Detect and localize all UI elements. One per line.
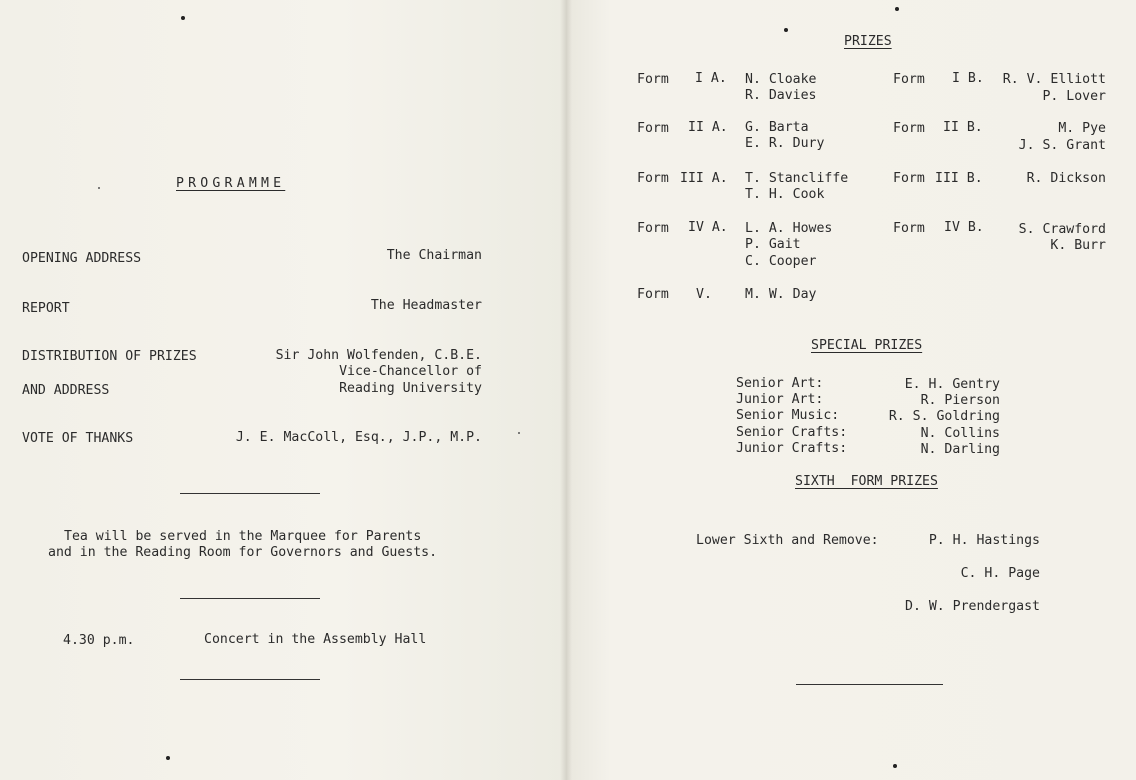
special-prizes-heading: SPECIAL PRIZES: [811, 338, 923, 353]
prize-winner: L. A. Howes: [745, 221, 833, 236]
programme-item-speaker: The Chairman: [386, 248, 482, 263]
speck: [181, 16, 185, 20]
special-prize-category: Senior Art:: [736, 376, 824, 391]
tea-notice-line-1: Tea will be served in the Marquee for Parents: [64, 529, 422, 544]
programme-item-speaker: J. E. MacColl, Esq., J.P., M.P.: [235, 430, 482, 445]
special-prize-winner: N. Collins: [920, 426, 1000, 441]
special-prize-category: Junior Art:: [736, 392, 824, 407]
speck: [784, 28, 788, 32]
prizes-page: [566, 0, 1136, 780]
divider: [796, 684, 943, 685]
form-class: I A.: [695, 71, 727, 86]
divider: [180, 679, 320, 680]
form-class: III B.: [935, 171, 983, 186]
speck: [895, 7, 899, 11]
form-label: Form: [637, 72, 669, 87]
special-prize-winner: R. Pierson: [920, 393, 1000, 408]
speck: [518, 432, 520, 434]
prize-winner: C. Cooper: [745, 254, 817, 269]
form-label: Form: [637, 221, 669, 236]
programme-item-label: REPORT: [22, 301, 70, 316]
special-prize-category: Senior Music:: [736, 408, 840, 423]
divider: [180, 598, 320, 599]
prize-winner: P. Gait: [745, 237, 801, 252]
programme-item-label: DISTRIBUTION OF PRIZES: [22, 349, 197, 364]
sixth-form-prizes-heading: SIXTH FORM PRIZES: [795, 474, 938, 489]
form-class: III A.: [680, 171, 728, 186]
programme-item-label: AND ADDRESS: [22, 383, 110, 398]
prize-winner: E. R. Dury: [745, 136, 825, 151]
form-label: Form: [893, 221, 925, 236]
form-label: Form: [893, 121, 925, 136]
prize-winner: S. Crawford: [1018, 222, 1106, 237]
prize-winner: G. Barta: [745, 120, 809, 135]
prize-winner: R. V. Elliott: [1002, 72, 1106, 87]
form-class: IV B.: [944, 220, 984, 235]
sixth-form-winner: C. H. Page: [960, 566, 1040, 581]
programme-heading: PROGRAMME: [176, 176, 286, 191]
speck: [98, 187, 100, 189]
prize-winner: P. Lover: [1042, 89, 1106, 104]
concert-text: Concert in the Assembly Hall: [204, 632, 427, 647]
prize-winner: T. H. Cook: [745, 187, 825, 202]
prize-winner: N. Cloake: [745, 72, 817, 87]
speck: [166, 756, 170, 760]
form-class: II B.: [943, 120, 983, 135]
sixth-form-winner: D. W. Prendergast: [905, 599, 1040, 614]
programme-item-speaker: Reading University: [339, 381, 482, 396]
form-label: Form: [637, 287, 669, 302]
sixth-form-winner: P. H. Hastings: [928, 533, 1040, 548]
prize-winner: K. Burr: [1050, 238, 1106, 253]
form-label: Form: [637, 171, 669, 186]
special-prize-category: Junior Crafts:: [736, 441, 848, 456]
special-prize-category: Senior Crafts:: [736, 425, 848, 440]
prize-winner: M. Pye: [1058, 121, 1106, 136]
programme-item-label: VOTE OF THANKS: [22, 431, 134, 446]
programme-item-speaker: Vice-Chancellor of: [339, 364, 482, 379]
form-class: IV A.: [688, 220, 728, 235]
form-class: I B.: [952, 71, 984, 86]
special-prize-winner: N. Darling: [920, 442, 1000, 457]
programme-item-speaker: Sir John Wolfenden, C.B.E.: [275, 348, 482, 363]
form-class: V.: [696, 287, 712, 302]
special-prize-winner: R. S. Goldring: [888, 409, 1000, 424]
prizes-heading: PRIZES: [844, 34, 892, 49]
page-fold: [560, 0, 572, 780]
programme-item-speaker: The Headmaster: [370, 298, 482, 313]
form-label: Form: [893, 72, 925, 87]
concert-time: 4.30 p.m.: [63, 633, 135, 648]
programme-item-label: OPENING ADDRESS: [22, 251, 142, 266]
prize-winner: R. Dickson: [1026, 171, 1106, 186]
sixth-form-category: Lower Sixth and Remove:: [696, 533, 879, 548]
prize-winner: J. S. Grant: [1018, 138, 1106, 153]
special-prize-winner: E. H. Gentry: [904, 377, 1000, 392]
tea-notice-line-2: and in the Reading Room for Governors and Guests.: [48, 545, 438, 560]
form-label: Form: [893, 171, 925, 186]
prize-winner: T. Stancliffe: [745, 171, 849, 186]
divider: [180, 493, 320, 494]
prize-winner: M. W. Day: [745, 287, 817, 302]
form-label: Form: [637, 121, 669, 136]
speck: [893, 764, 897, 768]
form-class: II A.: [688, 120, 728, 135]
prize-winner: R. Davies: [745, 88, 817, 103]
